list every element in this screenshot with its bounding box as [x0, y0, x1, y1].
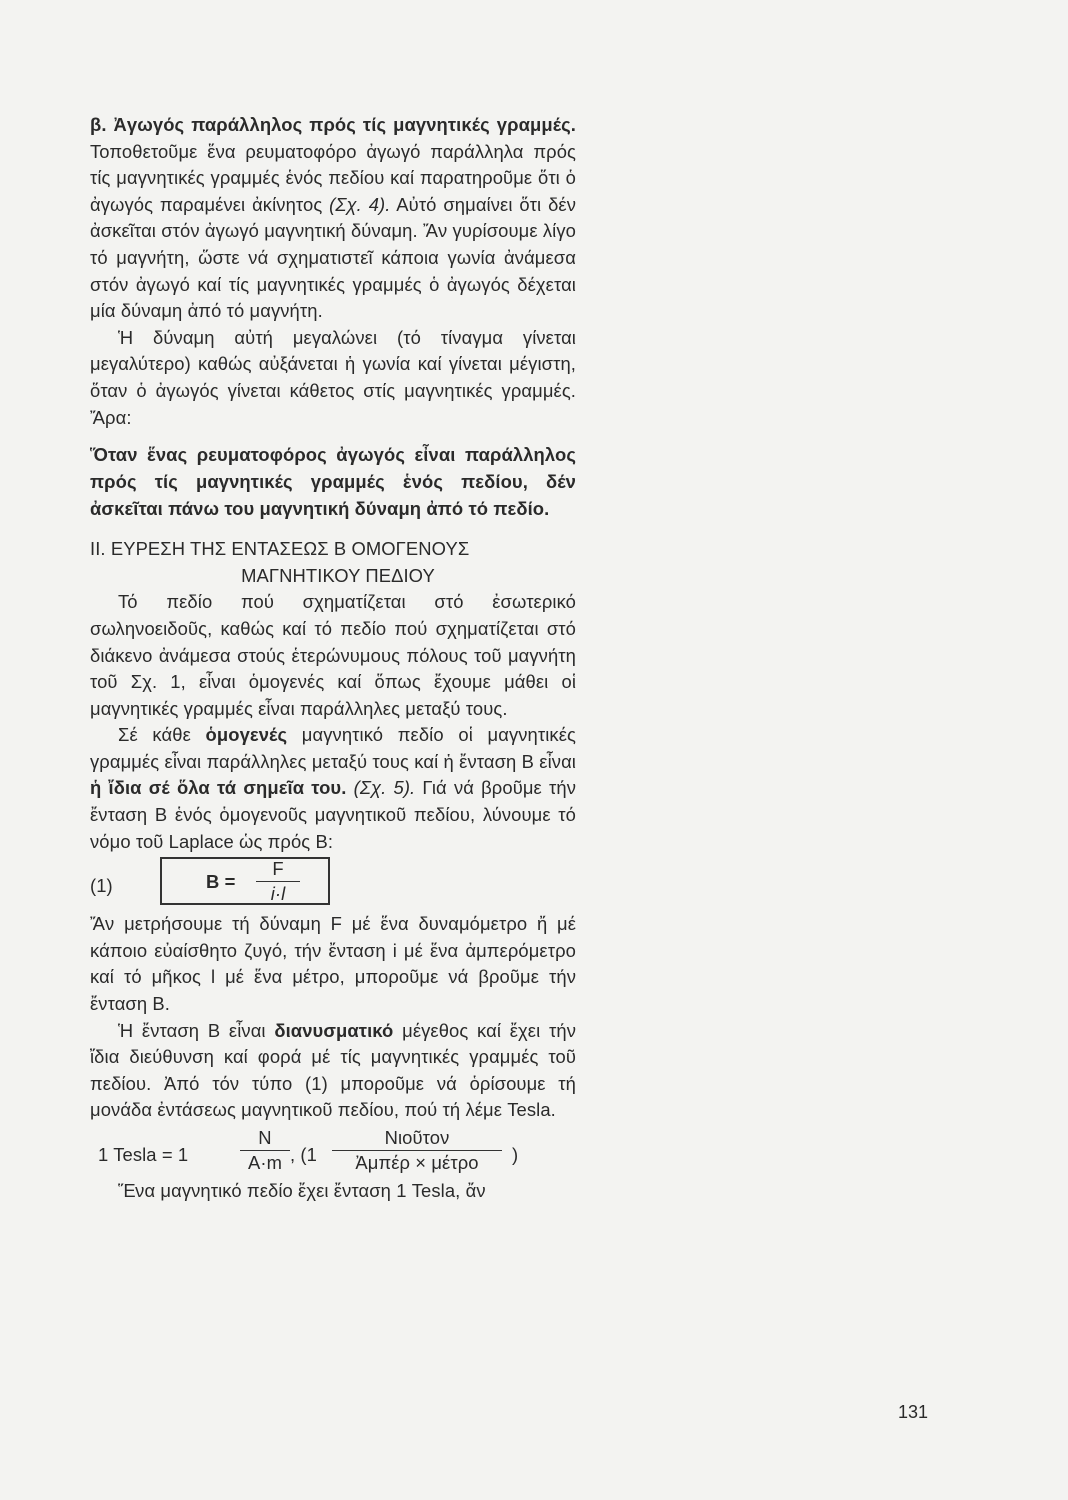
term-same-everywhere: ἡ ἴδια σέ ὅλα τά σημεῖα του. [90, 777, 347, 799]
tesla-f1-bar [240, 1150, 290, 1151]
tesla-f2-denominator: Ἀμπέρ × μέτρο [355, 1152, 479, 1173]
paragraph-force-angle: Ἡ δύναμη αὐτή μεγαλώνει (τό τίναγμα γίνεται μεγαλύτερο) καθώς αὐξάνεται ἡ γωνία καί γίνεται μέγιστη, ὅταν ὁ ἀγωγός γίνεται κάθετος στίς μαγνητικές γραμμές. Ἄρα: [90, 326, 576, 428]
paragraph-intensity-definition [90, 722, 576, 855]
section-b-heading: β. Ἀγωγός παράλληλος πρός τίς μαγνητικές γραμμές. [90, 114, 576, 135]
term-vector: διανυσματικό [274, 1019, 394, 1041]
tesla-fraction-units [240, 1128, 290, 1173]
paragraph-vector-quantity [90, 1018, 576, 1124]
section-b-text2: Αὐτό σημαίνει ὅτι δέν ἀσκεῖται στόν ἀγωγό μαγνητική δύναμη. Ἄν γυρίσουμε λίγο τό μαγνήτη, ὥστε νά σχηματιστεῖ κάποια γωνία ἀνάμεσα στόν ἀγωγό καί τίς μαγνητικές γραμμές ὁ ἀγωγός δέχεται μία δύναμη ἀπό τό μαγνήτη. [90, 193, 577, 322]
tesla-lhs: 1 Tesla = 1 [98, 1144, 189, 1165]
paragraph-section-b [90, 112, 576, 325]
tesla-open-paren: , (1 [290, 1144, 317, 1165]
tesla-f2-bar [332, 1150, 502, 1151]
equation-1 [90, 859, 576, 911]
para2-a: Σέ κάθε [118, 724, 191, 746]
equation-lhs: B = [206, 871, 236, 893]
paragraph-homogeneous-field: Τό πεδίο πού σχηματίζεται στό ἐσωτερικό σωληνοειδοῦς, καθώς καί τό πεδίο πού σχηματίζεται στό διάκενο ἀνάμεσα στούς ἑτερώνυμους πόλους τοῦ μαγνήτη τοῦ Σχ. 1, εἶναι ὁμογενές καί ὅπως ἔχουμε μάθει οἱ μαγνητικές γραμμές εἶναι παράλληλες μεταξύ τους. [90, 591, 576, 719]
tesla-equation [90, 1128, 576, 1178]
fraction-bar [256, 881, 300, 882]
tesla-close-paren: ) [512, 1144, 519, 1165]
fraction-numerator: F [272, 858, 284, 880]
paragraph-measurement: Ἄν μετρήσουμε τή δύναμη F μέ ἕνα δυναμόμετρο ἤ μέ κάποιο εὐαίσθητο ζυγό, τήν ἔνταση i μέ ἕνα ἀμπερόμετρο καί τό μῆκος l μέ ἕνα μέτρο, μποροῦμε νά βροῦμε τήν ἔνταση Β. [90, 913, 576, 1015]
tesla-f1-numerator: N [258, 1127, 272, 1148]
page-number: 131 [898, 1402, 929, 1422]
tesla-fraction-words [332, 1128, 502, 1173]
figure-ref-5: (Σχ. 5). [353, 777, 416, 799]
equation-box [160, 857, 330, 905]
tesla-f2-numerator: Νιοῦτον [384, 1127, 450, 1148]
rule-block [90, 441, 576, 522]
equation-number: (1) [90, 875, 113, 897]
section-ii-heading [90, 536, 576, 589]
figure-ref-4: (Σχ. 4). [329, 193, 391, 215]
para2-f: Γιά νά βροῦμε τήν ἔνταση Β ἑνός ὁμογενοῦς μαγνητικοῦ πεδίου, λύνουμε τό νόμο τοῦ Laplace ὡς πρός Β: [90, 777, 576, 852]
rule-statement: Ὅταν ἕνας ρευματοφόρος ἀγωγός εἶναι παράλληλος πρός τίς μαγνητικές γραμμές ἑνός πεδίου, δέν ἀσκεῖται πάνω του μαγνητική δύναμη ἀπό τό πεδίο. [90, 444, 576, 520]
text-column [90, 112, 576, 1205]
paragraph-tesla-definition: Ἕνα μαγνητικό πεδίο ἔχει ἔνταση 1 Tesla, ἄν [118, 1180, 486, 1201]
para4-c: μέγεθος καί ἔχει τήν ἴδια διεύθυνση καί φορά μέ τίς μαγνητικές γραμμές τοῦ πεδίου. Ἀπό τόν τύπο (1) μποροῦμε νά ὁρίσουμε τή μονάδα ἐντάσεως μαγνητικοῦ πεδίου, πού τή λέμε Tesla. [90, 1019, 577, 1121]
fraction-denominator: i·l [270, 883, 286, 905]
equation-fraction [256, 859, 300, 904]
para4-a: Ἡ ἔνταση Β εἶναι [118, 1019, 266, 1041]
section-b-text: Τοποθετοῦμε ἕνα ρευματοφόρο ἀγωγό παράλληλα πρός τίς μαγνητικές γραμμές ἑνός πεδίου καί παρατηροῦμε ὅτι ὁ ἀγωγός παραμένει ἀκίνητος [90, 140, 576, 215]
para2-c: μαγνητικό πεδίο οἱ μαγνητικές γραμμές εἶναι παράλληλες μεταξύ τους καί ἡ ἔνταση Β εἶναι [90, 724, 576, 772]
term-homogeneous: ὁμογενές [205, 724, 288, 746]
tesla-f1-denominator: A·m [247, 1152, 282, 1173]
section-ii-heading-line1: ΙΙ. ΕΥΡΕΣΗ ΤΗΣ ΕΝΤΑΣΕΩΣ Β ΟΜΟΓΕΝΟΥΣ [90, 538, 470, 560]
section-ii-heading-line2: ΜΑΓΝΗΤΙΚΟΥ ΠΕΔΙΟΥ [241, 564, 435, 586]
